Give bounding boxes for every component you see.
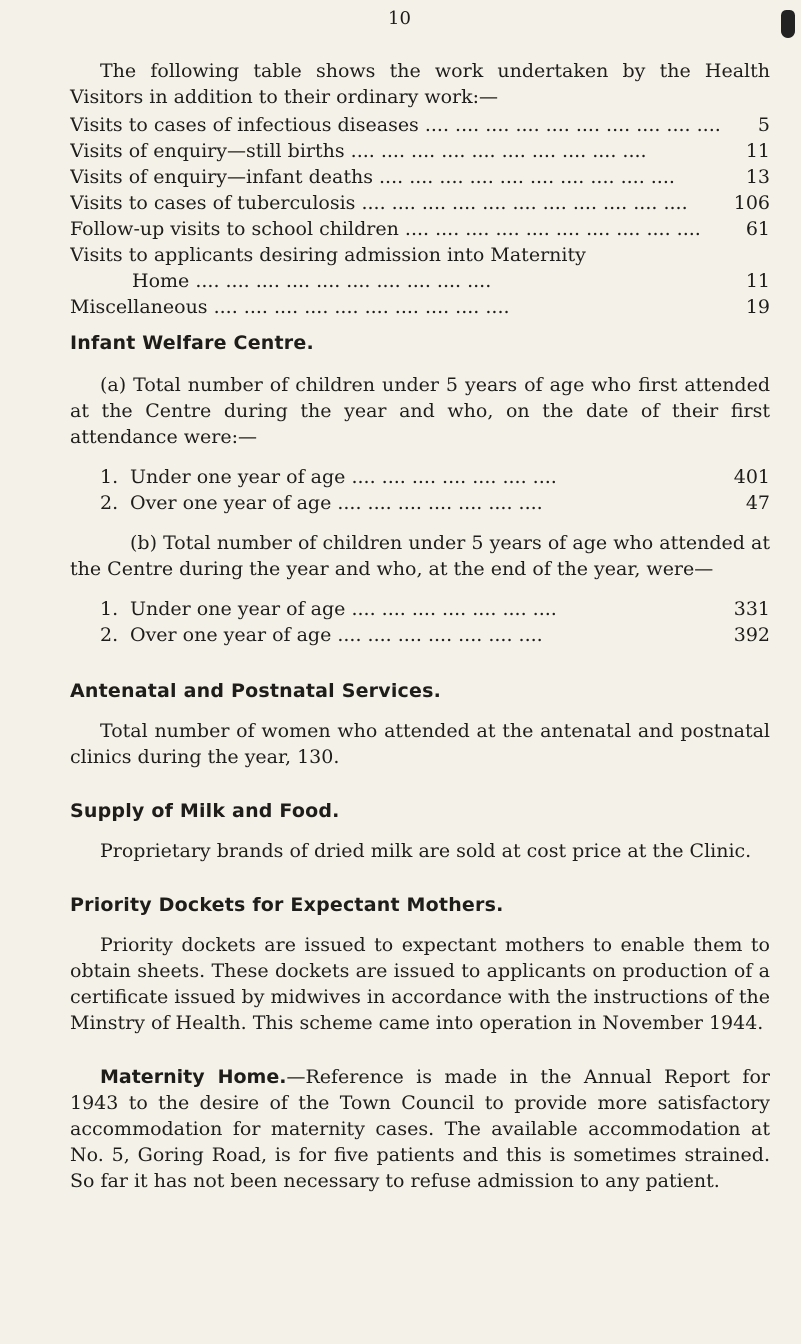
infant-welfare-para-a: (a) Total number of children under 5 years of age who first attended at the Centre during the year and who, on the date of their first attendance were:— bbox=[70, 374, 770, 448]
milk-text: Proprietary brands of dried milk are sold at cost price at the Clinic. bbox=[100, 840, 752, 862]
maternity-visit-row-line1: Visits to applicants desiring admission into Maternity bbox=[70, 244, 586, 266]
corner-mark bbox=[781, 10, 795, 38]
antenatal-heading: Antenatal and Postnatal Services. bbox=[70, 680, 442, 702]
page-number: 10 bbox=[388, 8, 411, 29]
visits-table bbox=[70, 112, 770, 320]
visit-row: Follow-up visits to school children .... 61 bbox=[70, 216, 770, 242]
milk-heading: Supply of Milk and Food. bbox=[70, 800, 340, 822]
list-item: 1. Under one year of age .... 331 bbox=[70, 596, 770, 622]
intro-paragraph: The following table shows the work undertaken by the Health Visitors in addition to their ordinary work:— bbox=[70, 60, 770, 108]
document-body bbox=[70, 58, 770, 1194]
list-b bbox=[70, 596, 770, 648]
list-item: 2. Over one year of age .... 47 bbox=[70, 490, 770, 516]
priority-text: Priority dockets are issued to expectant mothers to enable them to obtain sheets. These dockets are issued to applicants on production of a certificate issued by midwives in accordance with the instructions of the Minstry of Health. This scheme came into operation in November 1944. bbox=[70, 934, 770, 1034]
misc-row: Miscellaneous .... 19 bbox=[70, 294, 770, 320]
maternity-home-text: —Reference is made in the Annual Report for 1943 to the desire of the Town Council to provide more satisfactory accommodation for maternity cases. The available accommodation at No. 5, Goring Road, is for five patients and this is sometimes strained. So far it has not been necessary to refuse admission to any patient. bbox=[70, 1066, 770, 1192]
visit-row: Visits to cases of infectious diseases .... 5 bbox=[70, 112, 770, 138]
list-a bbox=[70, 464, 770, 516]
maternity-home-heading: Maternity Home. bbox=[100, 1066, 287, 1088]
visit-row: Visits of enquiry—still births .... 11 bbox=[70, 138, 770, 164]
list-item: 2. Over one year of age .... 392 bbox=[70, 622, 770, 648]
priority-heading: Priority Dockets for Expectant Mothers. bbox=[70, 894, 504, 916]
infant-welfare-para-b: (b) Total number of children under 5 years of age who attended at the Centre during the year and who, at the end of the year, were— bbox=[70, 532, 770, 580]
infant-welfare-heading: Infant Welfare Centre. bbox=[70, 332, 314, 354]
visit-row: Visits to cases of tuberculosis .... .... 106 bbox=[70, 190, 770, 216]
visit-row: Visits of enquiry—infant deaths .... 13 bbox=[70, 164, 770, 190]
maternity-visit-row-line2: Home .... 11 bbox=[70, 268, 770, 294]
list-item: 1. Under one year of age .... 401 bbox=[70, 464, 770, 490]
antenatal-text: Total number of women who attended at the antenatal and postnatal clinics during the year, 130. bbox=[70, 720, 770, 768]
maternity-home-paragraph bbox=[70, 1064, 770, 1194]
